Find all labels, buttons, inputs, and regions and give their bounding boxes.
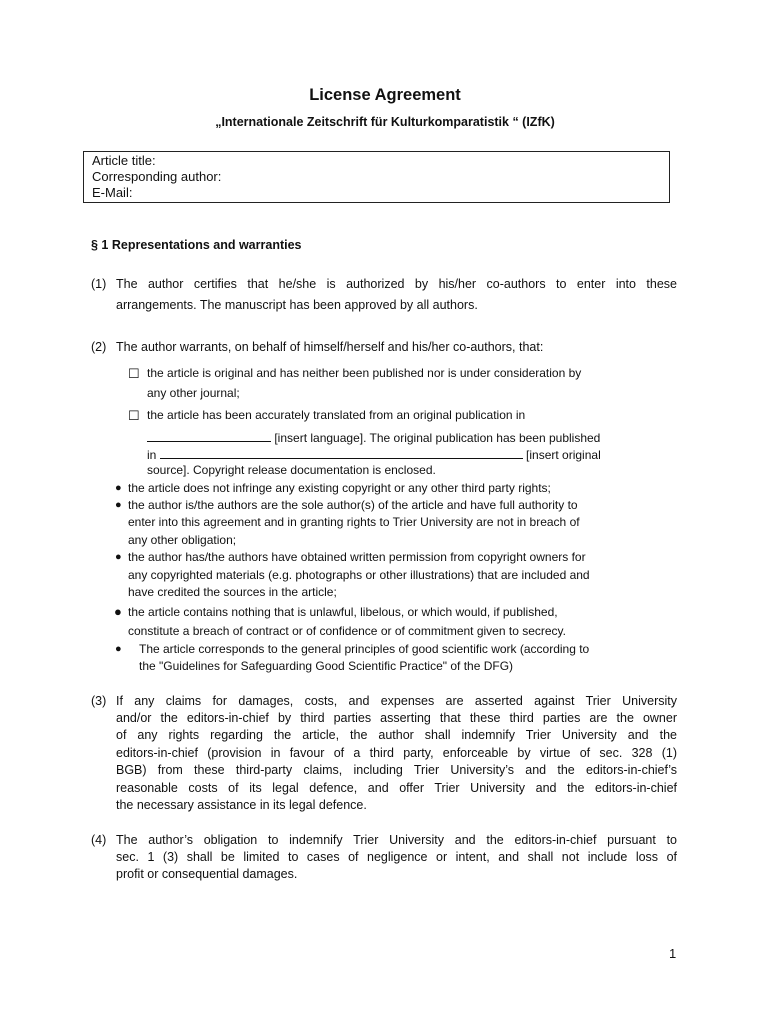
bullet-3-line-3: have credited the sources in the article; bbox=[128, 585, 337, 599]
paragraph-number: (4) bbox=[91, 833, 107, 847]
checkbox-original[interactable]: ☐ bbox=[128, 366, 140, 381]
bullet-3-line-1: the author has/the authors have obtained written permission from copyright owners for bbox=[128, 550, 586, 564]
checkbox-translated[interactable]: ☐ bbox=[128, 408, 140, 423]
option-translated-line-2-text: [insert language]. The original publication has been published bbox=[274, 431, 601, 445]
option-translated-line-3-prefix: in bbox=[147, 448, 157, 462]
option-translated-line-1: the article has been accurately translated from an original publication in bbox=[147, 408, 526, 422]
bullet-icon: ● bbox=[115, 482, 122, 494]
option-original-line-1: the article is original and has neither been published nor is under consideration by bbox=[147, 366, 582, 380]
paragraph-3-line-7: the necessary assistance in its legal defence. bbox=[116, 798, 367, 812]
paragraph-4-line-1: The author’s obligation to indemnify Trier University and the editors-in-chief pursuant to bbox=[116, 833, 677, 847]
paragraph-4-line-3: profit or consequential damages. bbox=[116, 867, 298, 881]
bullet-2-line-3: any other obligation; bbox=[128, 533, 237, 547]
paragraph-3-line-3: of any rights regarding the article, the author shall indemnify Trier University and the bbox=[116, 728, 677, 742]
paragraph-3-line-2: and/or the editors-in-chief by third parties asserting that these third parties are the owner bbox=[116, 711, 677, 725]
bullet-2-line-1: the author is/the authors are the sole author(s) of the article and have full authority to bbox=[128, 498, 578, 512]
option-translated-line-3-suffix: [insert original bbox=[526, 448, 601, 462]
bullet-5-line-2: the "Guidelines for Safeguarding Good Scientific Practice" of the DFG) bbox=[139, 659, 514, 673]
paragraph-3-line-5: BGB) from these third-party claims, including Trier University’s and the editors-in-chief’s bbox=[116, 763, 677, 777]
paragraph-number: (2) bbox=[91, 340, 107, 354]
journal-name: „Internationale Zeitschrift für Kulturkomparatistik “ (IZfK) bbox=[215, 115, 555, 129]
section-heading: § 1 Representations and warranties bbox=[91, 238, 302, 252]
bullet-icon: ● bbox=[115, 551, 122, 563]
bullet-icon: ● bbox=[115, 499, 122, 511]
paragraph-number: (3) bbox=[91, 694, 107, 708]
paragraph-1-line-2: arrangements. The manuscript has been approved by all authors. bbox=[116, 298, 478, 312]
bullet-4-line-2: constitute a breach of contract or of confidence or of commitment given to secrecy. bbox=[128, 624, 566, 638]
paragraph-2-intro: The author warrants, on behalf of himself/herself and his/her co-authors, that: bbox=[116, 340, 544, 354]
document-title: License Agreement bbox=[309, 86, 461, 104]
original-source-blank[interactable] bbox=[160, 446, 523, 459]
page-number: 1 bbox=[669, 946, 677, 961]
article-info-box bbox=[83, 151, 670, 203]
option-translated-line-3 bbox=[147, 446, 601, 462]
paragraph-4-line-2: sec. 1 (3) shall be limited to cases of negligence or intent, and shall not include loss of bbox=[116, 850, 677, 864]
article-title-label: Article title: bbox=[92, 153, 156, 168]
paragraph-3-line-4: editors-in-chief (provision in favour of a third party, enforceable by virtue of sec. 328 (1) bbox=[116, 746, 677, 760]
bullet-icon: ● bbox=[114, 604, 122, 619]
email-label: E-Mail: bbox=[92, 185, 133, 200]
bullet-icon: ● bbox=[115, 643, 122, 655]
bullet-1-line-1: the article does not infringe any existing copyright or any other third party rights; bbox=[128, 481, 551, 495]
paragraph-3-line-6: reasonable costs of its legal defence, and offer Trier University and the editors-in-chief bbox=[116, 781, 677, 795]
bullet-5-line-1: The article corresponds to the general principles of good scientific work (according to bbox=[139, 642, 590, 656]
option-original-line-2: any other journal; bbox=[147, 386, 240, 400]
paragraph-3-line-1: If any claims for damages, costs, and expenses are asserted against Trier University bbox=[116, 694, 677, 708]
bullet-2-line-2: enter into this agreement and in granting rights to Trier University are not in breach of bbox=[128, 515, 580, 529]
bullet-4-line-1: the article contains nothing that is unlawful, libelous, or which would, if published, bbox=[128, 605, 558, 619]
language-blank[interactable] bbox=[147, 429, 271, 442]
option-translated-line-2 bbox=[147, 429, 600, 445]
bullet-3-line-2: any copyrighted materials (e.g. photographs or other illustrations) that are included and bbox=[128, 568, 590, 582]
paragraph-number: (1) bbox=[91, 277, 107, 291]
paragraph-1-line-1: The author certifies that he/she is authorized by his/her co-authors to enter into these bbox=[116, 277, 677, 291]
option-translated-line-4: source]. Copyright release documentation is enclosed. bbox=[147, 463, 436, 477]
corresponding-author-label: Corresponding author: bbox=[92, 169, 222, 184]
